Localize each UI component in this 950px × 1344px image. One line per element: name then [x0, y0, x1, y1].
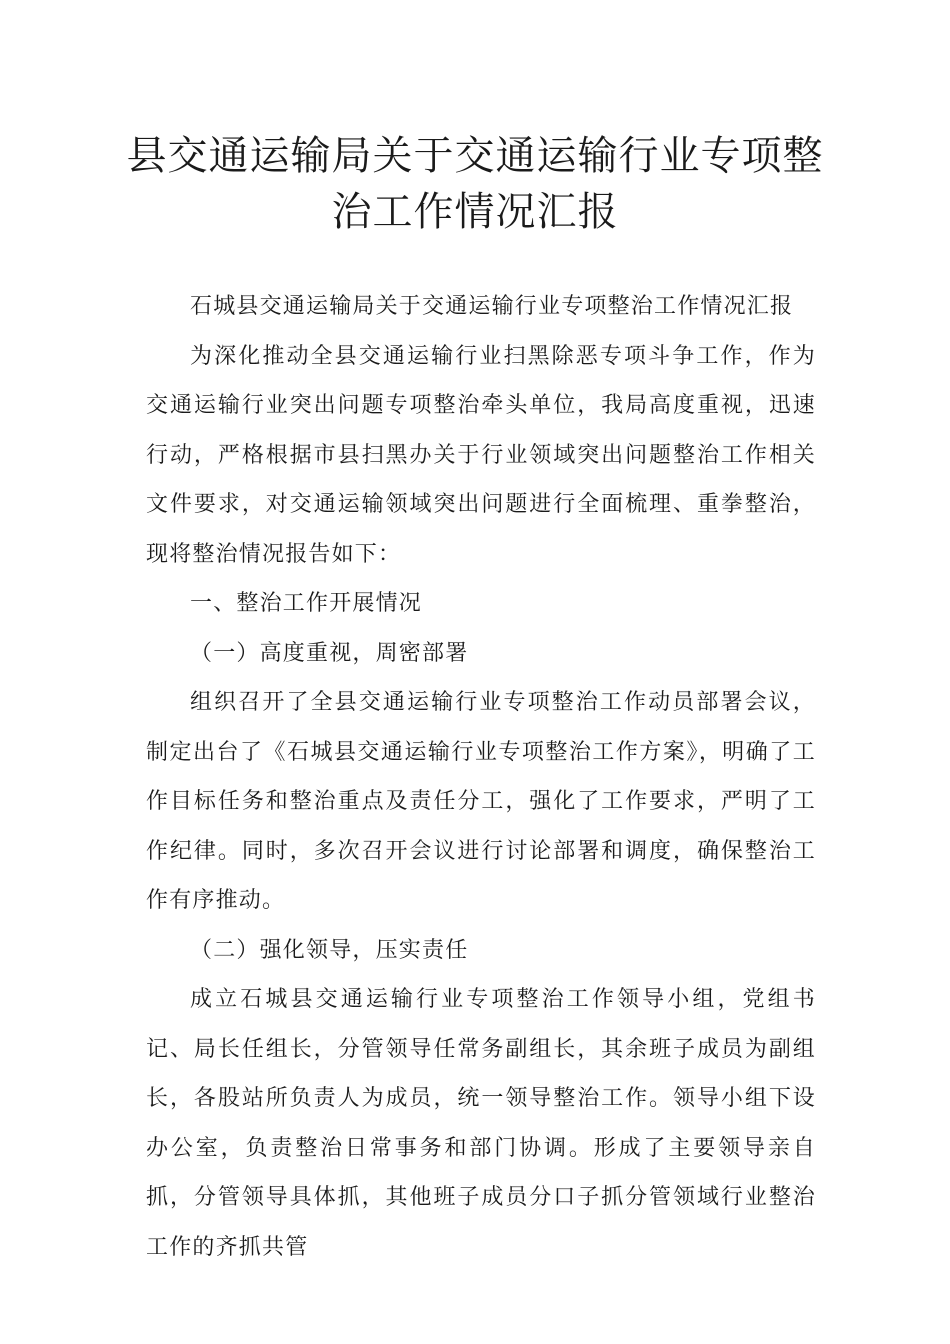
subsection-2-paragraph: 成立石城县交通运输行业专项整治工作领导小组，党组书记、局长任组长，分管领导任常务副组长，其余班子成员为副组长，各股站所负责人为成员，统一领导整治工作。领导小组下设办公室，负责整治日常事务和部门协调。形成了主要领导亲自抓，分管领导具体抓，其他班子成员分口子抓分管领域行业整治工作的齐抓共管: [146, 987, 816, 1260]
title-line-1: 县交通运输局关于交通运输行业专项整: [126, 133, 824, 179]
subsection-1-paragraph: 组织召开了全县交通运输行业专项整治工作动员部署会议，制定出台了《石城县交通运输行业专项整治工作方案》，明确了工作目标任务和整治重点及责任分工，强化了工作要求，严明了工作纪律。同时，多次召开会议进行讨论部署和调度，确保整治工作有序推动。: [146, 690, 816, 913]
subsection-heading-2: （二）强化领导，压实责任: [190, 937, 469, 963]
intro-paragraph: 为深化推动全县交通运输行业扫黑除恶专项斗争工作，作为交通运输行业突出问题专项整治牵头单位，我局高度重视，迅速行动，严格根据市县扫黑办关于行业领域突出问题整治工作相关文件要求，对交通运输领域突出问题进行全面梳理、重拳整治，现将整治情况报告如下：: [146, 343, 816, 567]
document-title: [120, 128, 830, 240]
subsection-heading-1: （一）高度重视，周密部署: [190, 640, 469, 666]
report-subtitle-paragraph: 石城县交通运输局关于交通运输行业专项整治工作情况汇报: [190, 294, 794, 319]
document-body: [146, 282, 816, 1272]
section-heading-1: 一、整治工作开展情况: [190, 591, 423, 616]
title-line-2: 治工作情况汇报: [331, 189, 619, 235]
